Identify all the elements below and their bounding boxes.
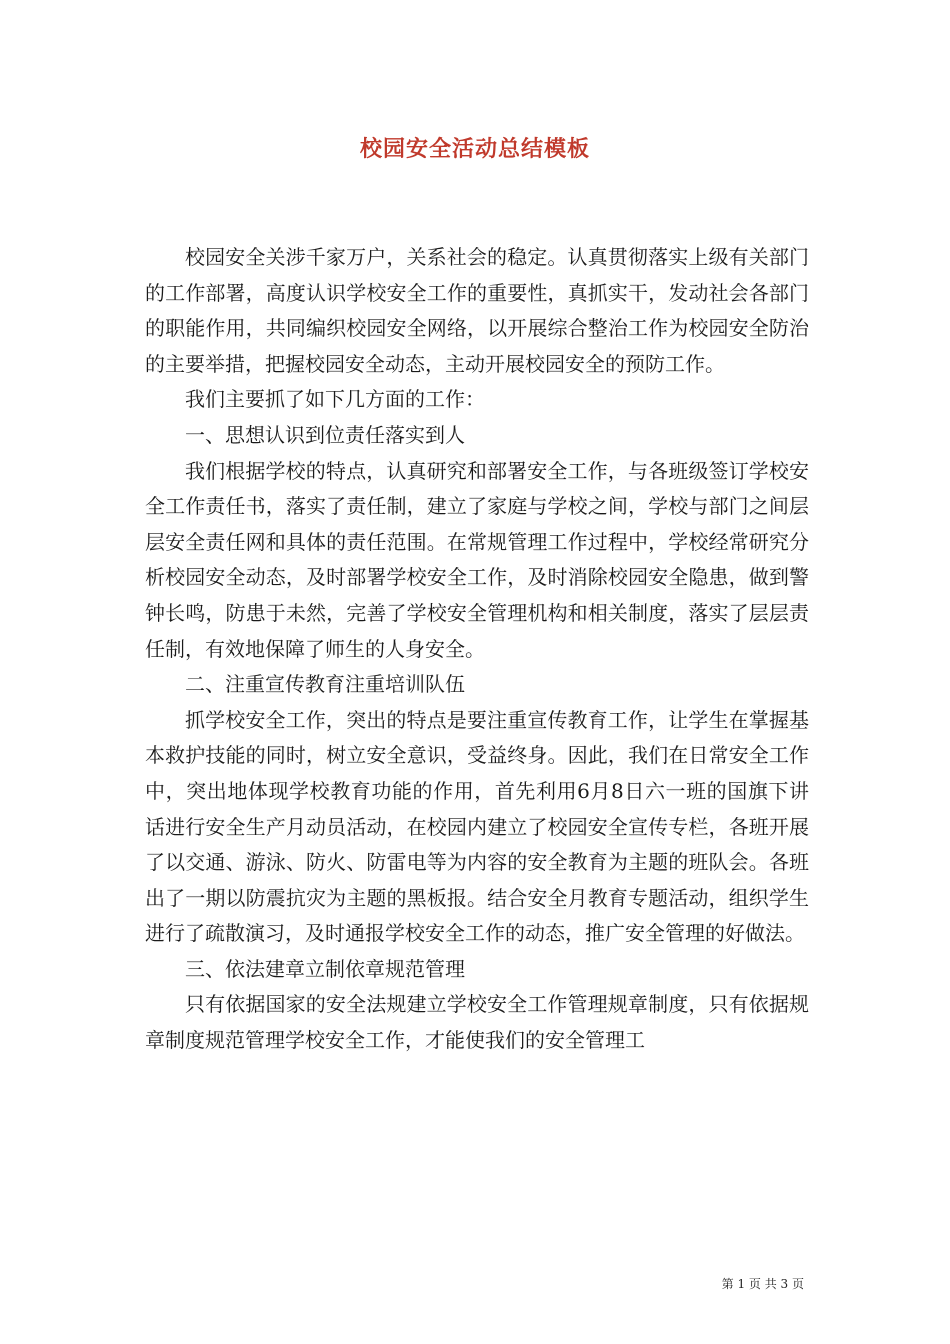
paragraph-overview: 我们主要抓了如下几方面的工作： <box>185 387 485 412</box>
section-heading-2: 二、注重宣传教育注重培训队伍 <box>185 672 465 697</box>
paragraph-section-2: 抓学校安全工作，突出的特点是要注重宣传教育工作，让学生在掌握基本救护技能的同时，树立安全意识，受益终身。因此，我们在日常安全工作中，突出地体现学校教育功能的作用，首先利用6月8日六一班的国旗下讲话进行安全生产月动员活动，在校园内建立了校园安全宣传专栏，各班开展了以交通、游泳、防火、防雷电等为内容的安全教育为主题的班队会。各班出了一期以防震抗灾为主题的黑板报。结合安全月教育专题活动，组织学生进行了疏散演习，及时通报学校安全工作的动态，推广安全管理的好做法。 <box>145 707 809 946</box>
document-body <box>145 240 809 1059</box>
page-number-footer: 第 1 页 共 3 页 <box>721 1277 804 1291</box>
paragraph-intro: 校园安全关涉千家万户，关系社会的稳定。认真贯彻落实上级有关部门的工作部署，高度认识学校安全工作的重要性，真抓实干，发动社会各部门的职能作用，共同编织校园安全网络，以开展综合整治工作为校园安全防治的主要举措，把握校园安全动态，主动开展校园安全的预防工作。 <box>145 245 809 376</box>
section-heading-1: 一、思想认识到位责任落实到人 <box>185 422 465 447</box>
paragraph-section-3: 只有依据国家的安全法规建立学校安全工作管理规章制度，只有依据规章制度规范管理学校安全工作，才能使我们的安全管理工 <box>145 992 809 1053</box>
section-heading-3: 三、依法建章立制依章规范管理 <box>185 956 465 981</box>
paragraph-section-1: 我们根据学校的特点，认真研究和部署安全工作，与各班级签订学校安全工作责任书，落实了责任制，建立了家庭与学校之间，学校与部门之间层层安全责任网和具体的责任范围。在常规管理工作过程中，学校经常研究分析校园安全动态，及时部署学校安全工作，及时消除校园安全隐患，做到警钟长鸣，防患于未然，完善了学校安全管理机构和相关制度，落实了层层责任制，有效地保障了师生的人身安全。 <box>145 458 809 661</box>
document-title: 校园安全活动总结模板 <box>359 136 590 162</box>
